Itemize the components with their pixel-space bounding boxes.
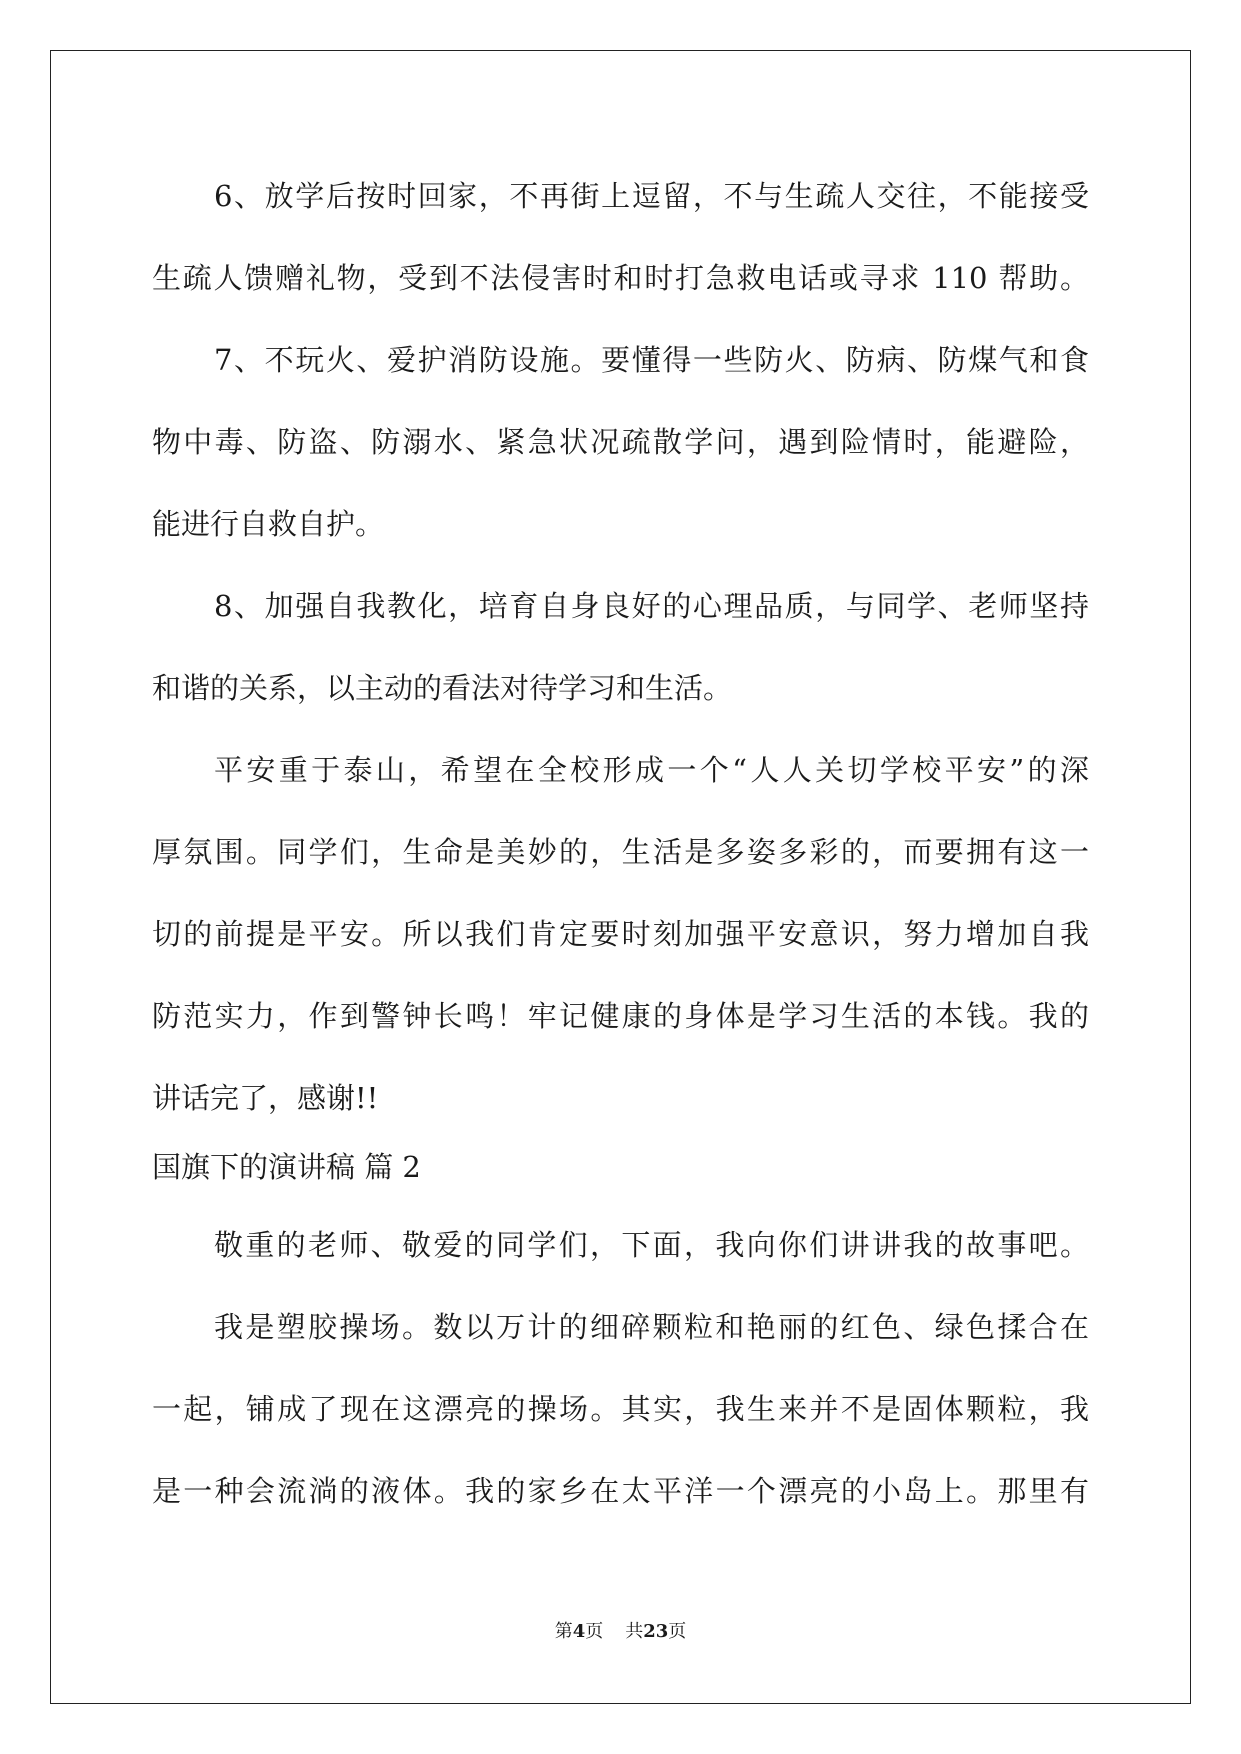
text-line: 是一种会流淌的液体。我的家乡在太平洋一个漂亮的小岛上。那里有 — [152, 1474, 1089, 1508]
page-footer — [0, 1620, 1241, 1644]
text-line: 一起，铺成了现在这漂亮的操场。其实，我生来并不是固体颗粒，我 — [152, 1392, 1089, 1426]
text-line: 能进行自救自护。 — [152, 507, 385, 541]
text-line: 防范实力，作到警钟长鸣！牢记健康的身体是学习生活的本钱。我的 — [152, 999, 1089, 1033]
text-line: 我是塑胶操场。数以万计的细碎颗粒和艳丽的红色、绿色揉合在 — [214, 1310, 1089, 1344]
text-line: 讲话完了，感谢!! — [152, 1081, 379, 1115]
page-suffix: 页 — [585, 1621, 604, 1642]
section-heading: 国旗下的演讲稿 篇 2 — [152, 1150, 421, 1184]
total-pages: 23 — [643, 1621, 669, 1642]
text-line: 和谐的关系，以主动的看法对待学习和生活。 — [152, 671, 733, 705]
page-number: 4 — [572, 1621, 586, 1642]
text-line: 平安重于泰山，希望在全校形成一个“人人关切学校平安”的深 — [214, 753, 1089, 787]
text-line: 7、不玩火、爱护消防设施。要懂得一些防火、防病、防煤气和食 — [214, 343, 1089, 377]
text-line: 物中毒、防盗、防溺水、紧急状况疏散学问，遇到险情时，能避险， — [152, 425, 1089, 459]
text-line: 厚氛围。同学们，生命是美妙的，生活是多姿多彩的，而要拥有这一 — [152, 835, 1089, 869]
text-line: 切的前提是平安。所以我们肯定要时刻加强平安意识，努力增加自我 — [152, 917, 1089, 951]
document-body — [152, 155, 1089, 1532]
total-suffix: 页 — [668, 1621, 687, 1642]
text-line: 敬重的老师、敬爱的同学们，下面，我向你们讲讲我的故事吧。 — [214, 1228, 1089, 1262]
text-line: 8、加强自我教化，培育自身良好的心理品质，与同学、老师坚持 — [214, 589, 1089, 623]
text-line: 生疏人馈赠礼物，受到不法侵害时和时打急救电话或寻求 110 帮助。 — [152, 261, 1089, 295]
page-prefix: 第 — [554, 1621, 573, 1642]
text-line: 6、放学后按时回家，不再街上逗留，不与生疏人交往，不能接受 — [214, 179, 1089, 213]
total-prefix: 共 — [625, 1621, 644, 1642]
